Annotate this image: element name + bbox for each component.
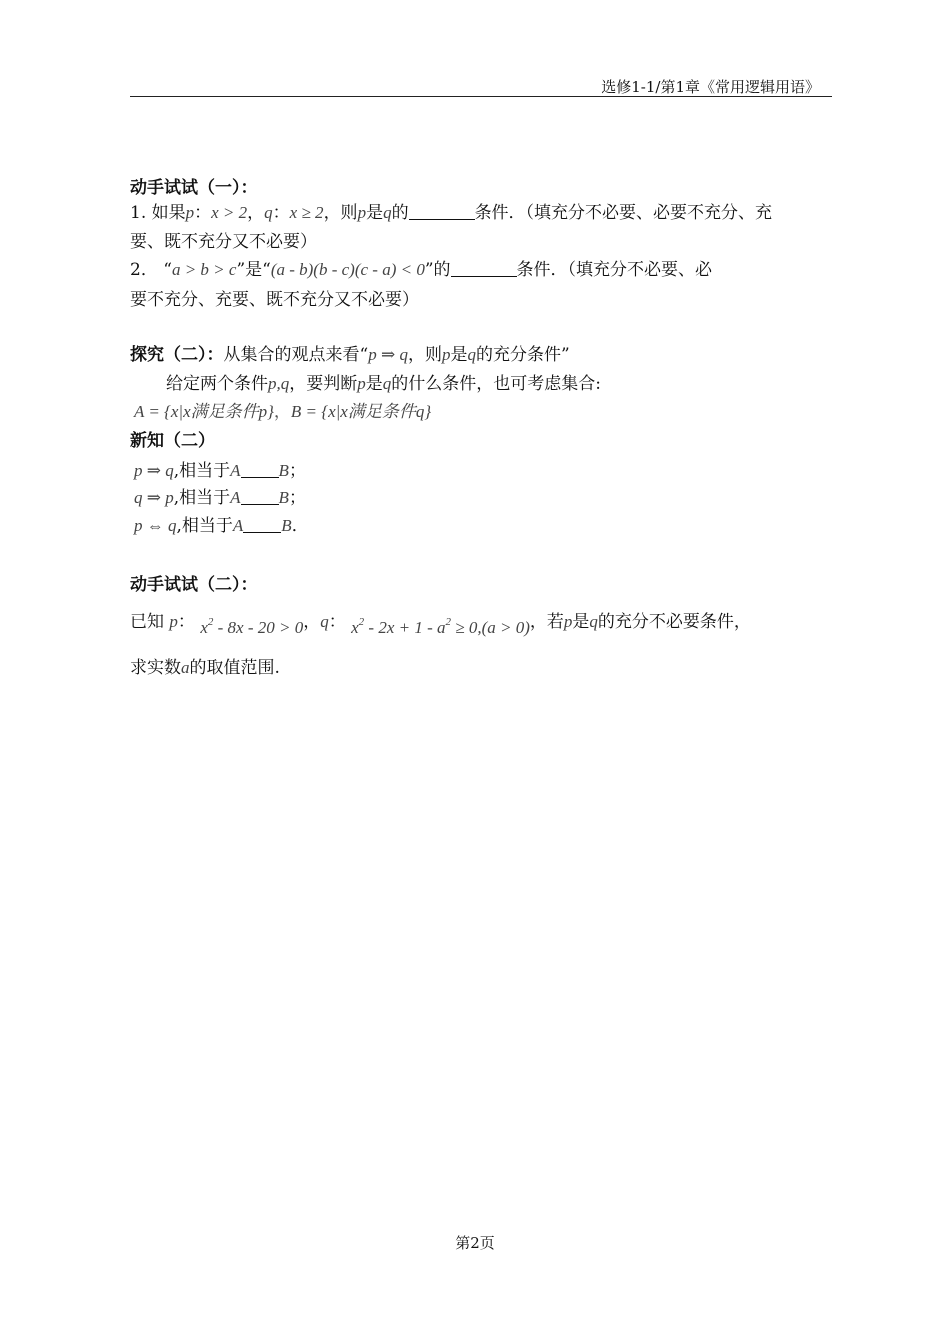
relation3-set-a: A xyxy=(232,516,244,535)
problem-if-tail: 的充分不必要条件， xyxy=(597,612,751,632)
problem-if-is: 是 xyxy=(572,612,590,632)
relation2-blank xyxy=(241,488,279,505)
relation-row-2 xyxy=(134,486,306,510)
answer-blank-2 xyxy=(451,260,517,277)
relation3-set-b: B xyxy=(281,516,292,535)
problem-colon1: ： xyxy=(177,612,195,632)
relation2-text: ,相当于 xyxy=(173,488,231,508)
relation2-end: ； xyxy=(288,488,306,508)
problem-line-2 xyxy=(130,656,280,680)
section1-heading: 动手试试（一）： xyxy=(130,178,258,198)
condition-q-expression: $x^2 - 2x + 1 - a^2 \ge 0,(a > 0)$ xyxy=(351,616,530,637)
q1-cond2: x ≥ 2 xyxy=(289,203,324,222)
relation1-end: ； xyxy=(288,461,306,481)
q2-cond2: (a - b)(b - c)(c - a) < 0 xyxy=(270,260,425,279)
q1-colon2: ： xyxy=(272,203,290,223)
question-1-line-2: 要、既不充分又不必要） xyxy=(130,232,317,252)
q1-tail: 条件．（填充分不必要、必要不充分、充 xyxy=(474,203,773,223)
problem-line2-a: 求实数 xyxy=(130,658,181,678)
problem-if-p: p xyxy=(563,612,573,631)
given-conditions-line xyxy=(166,372,601,396)
relation1-text: ,相当于 xyxy=(173,461,231,481)
q2-cond1: a > b > c xyxy=(171,260,237,279)
relation3-math: p ⇔ q xyxy=(134,516,177,535)
section2-is: 是 xyxy=(450,345,468,365)
problem-line2-b: 的取值范围. xyxy=(189,658,280,678)
relation1-set-a: A xyxy=(230,461,241,480)
set-a-definition: A = {x|x满足条件p} xyxy=(134,402,274,421)
q1-text: 如果 xyxy=(151,203,186,223)
relation1-math: p ⇒ q xyxy=(134,461,174,480)
relation-row-3 xyxy=(134,514,309,538)
q1-is: 是 xyxy=(366,203,384,223)
q1-then: ，则 xyxy=(323,203,358,223)
section2-q: q xyxy=(467,345,476,364)
q2-number: 2． xyxy=(130,260,158,280)
relation3-end: ． xyxy=(291,516,309,536)
section2-text2: ，则 xyxy=(407,345,442,365)
given-is: 是 xyxy=(365,374,383,394)
set-separator: ， xyxy=(273,402,291,422)
relation2-set-b: B xyxy=(278,488,289,507)
section2-heading-line xyxy=(130,343,570,367)
given-text2: ，要判断 xyxy=(289,374,358,394)
q1-colon1: ： xyxy=(194,203,212,223)
section2-heading: 探究（二）： xyxy=(130,345,224,365)
section2-text3: 的充分条件” xyxy=(475,345,570,365)
q1-var-q2: q xyxy=(383,203,392,222)
problem-known: 已知 xyxy=(130,612,164,632)
q2-mid: ”是“ xyxy=(236,260,271,280)
given-pq: p,q xyxy=(268,374,290,393)
given-p: p xyxy=(357,374,366,393)
set-b-definition: B = {x|x满足条件q} xyxy=(290,402,432,421)
given-q: q xyxy=(382,374,392,393)
set-definitions-line xyxy=(134,400,431,424)
section2-implies: p ⇒ q xyxy=(368,345,408,364)
given-text1: 给定两个条件 xyxy=(166,374,268,394)
problem-var-a: a xyxy=(181,658,190,677)
section2-text1: 从集合的观点来看“ xyxy=(223,345,369,365)
answer-blank-1 xyxy=(409,203,475,220)
q2-open: “ xyxy=(163,260,172,280)
q1-cond1: x > 2 xyxy=(211,203,248,222)
relation3-blank xyxy=(243,516,281,533)
page-number: 第2页 xyxy=(455,1234,495,1252)
relation1-blank xyxy=(241,461,279,478)
relation3-text: ,相当于 xyxy=(176,516,233,536)
relation-row-1 xyxy=(134,459,306,483)
problem-if: ，若 xyxy=(529,612,564,632)
relation2-set-a: A xyxy=(230,488,241,507)
q2-close: ”的 xyxy=(424,260,451,280)
q1-comma1: ， xyxy=(247,203,265,223)
section3-heading: 新知（二） xyxy=(130,431,215,451)
given-text3: 的什么条件，也可考虑集合: xyxy=(391,374,601,394)
q1-number: 1. xyxy=(130,203,147,223)
problem-comma: ， xyxy=(303,612,321,632)
q1-var-q: q xyxy=(264,203,273,222)
question-2-line-1 xyxy=(130,258,712,282)
problem-colon2: ： xyxy=(328,612,346,632)
problem-line-1 xyxy=(130,604,751,637)
condition-p-expression: $x^2 - 8x - 20 > 0$ xyxy=(200,616,304,637)
section2-p: p xyxy=(441,345,451,364)
q2-tail: 条件．（填充分不必要、必 xyxy=(516,260,713,280)
q1-var-p2: p xyxy=(357,203,367,222)
q1-var-p: p xyxy=(185,203,195,222)
problem-if-q: q xyxy=(589,612,598,631)
problem-q: q xyxy=(320,612,329,631)
header-title: 选修1-1/第1章《常用逻辑用语》 xyxy=(601,78,820,96)
problem-p: p xyxy=(169,612,178,631)
question-2-line-2: 要不充分、充要、既不充分又不必要） xyxy=(130,290,419,310)
section4-heading: 动手试试（二）： xyxy=(130,575,258,595)
relation1-set-b: B xyxy=(278,461,289,480)
q1-de: 的 xyxy=(391,203,409,223)
relation2-math: q ⇒ p xyxy=(134,488,174,507)
question-1-line-1 xyxy=(130,201,772,225)
